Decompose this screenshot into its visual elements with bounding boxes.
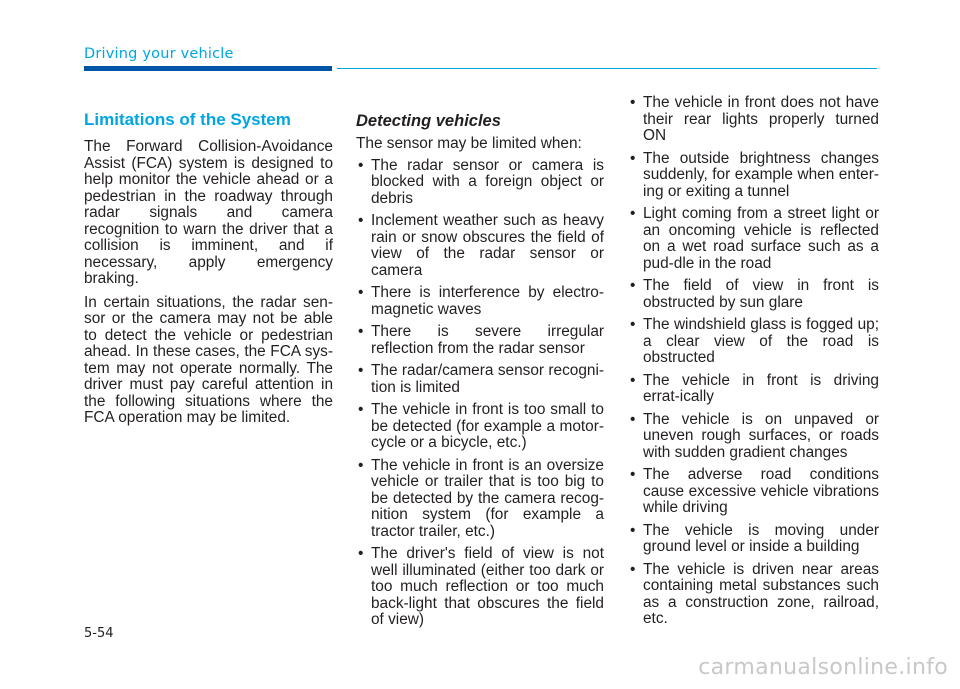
paragraph: The Forward Collision-Avoidance Assist (FCA) system is designed to help monitor the vehicle ahead or a pedestrian in the roadway through radar signals and camera recognition to warn the driver that a collision is imminent, and if necessary, apply emergency braking.	[84, 138, 333, 287]
middle-column	[356, 111, 604, 635]
list-item: • Light coming from a street light or an oncoming vehicle is reflected on a wet road surface such as a pud-dle in the road	[628, 206, 879, 272]
list-item: • The driver's field of view is not well illuminated (either too dark or too much reflection or too much back-light that obscures the field of view)	[356, 546, 604, 629]
section-title: Driving your vehicle	[84, 46, 234, 62]
list-intro: The sensor may be limited when:	[356, 135, 582, 152]
list-item: • The vehicle is driven near areas containing metal substances such as a construction zone, railroad, etc.	[628, 562, 879, 628]
list-item: • The vehicle in front is too small to be detected (for example a motor-cycle or a bicycle, etc.)	[356, 402, 604, 452]
list-item: • The vehicle in front does not have their rear lights properly turned ON	[628, 95, 879, 145]
list-item: • The vehicle in front is an oversize vehicle or trailer that is too big to be detected by the camera recog-nition system (for example a tractor trailer, etc.)	[356, 458, 604, 541]
paragraph: In certain situations, the radar sen-sor or the camera may not be able to detect the vehicle or pedestrian ahead. In these cases, the FCA sys-tem may not operate normally. The driver must pay careful attention in the following situations where the FCA operation may be limited.	[84, 293, 333, 426]
watermark: carmanualsonline.info	[698, 655, 948, 680]
list-item: • The vehicle is moving under ground level or inside a building	[628, 523, 879, 556]
list-item: • The radar/camera sensor recogni-tion is limited	[356, 363, 604, 396]
list-item: • The field of view in front is obstructed by sun glare	[628, 278, 879, 311]
page-number: 5-54	[84, 626, 114, 641]
list-item: • There is interference by electro-magnetic waves	[356, 285, 604, 318]
limitation-list-continued	[628, 95, 879, 628]
right-column	[628, 95, 879, 634]
list-item: • The outside brightness changes suddenly, for example when enter-ing or exiting a tunnel	[628, 151, 879, 201]
subsection-heading: Detecting vehicles	[356, 112, 501, 130]
list-item: • The vehicle is on unpaved or uneven rough surfaces, or roads with sudden gradient changes	[628, 412, 879, 462]
header-rule-thick	[84, 66, 332, 71]
list-item: • The radar sensor or camera is blocked with a foreign object or debris	[356, 158, 604, 208]
list-item: • The vehicle in front is driving errat-ically	[628, 373, 879, 406]
limitation-list	[356, 158, 604, 629]
left-column	[84, 110, 333, 434]
list-item: • The adverse road conditions cause excessive vehicle vibrations while driving	[628, 467, 879, 517]
list-item: • There is severe irregular reflection from the radar sensor	[356, 324, 604, 357]
section-heading: Limitations of the System	[84, 110, 291, 129]
list-item: • The windshield glass is fogged up; a clear view of the road is obstructed	[628, 317, 879, 367]
list-item: • Inclement weather such as heavy rain or snow obscures the field of view of the radar sensor or camera	[356, 213, 604, 279]
header-rule-thin	[337, 68, 877, 69]
